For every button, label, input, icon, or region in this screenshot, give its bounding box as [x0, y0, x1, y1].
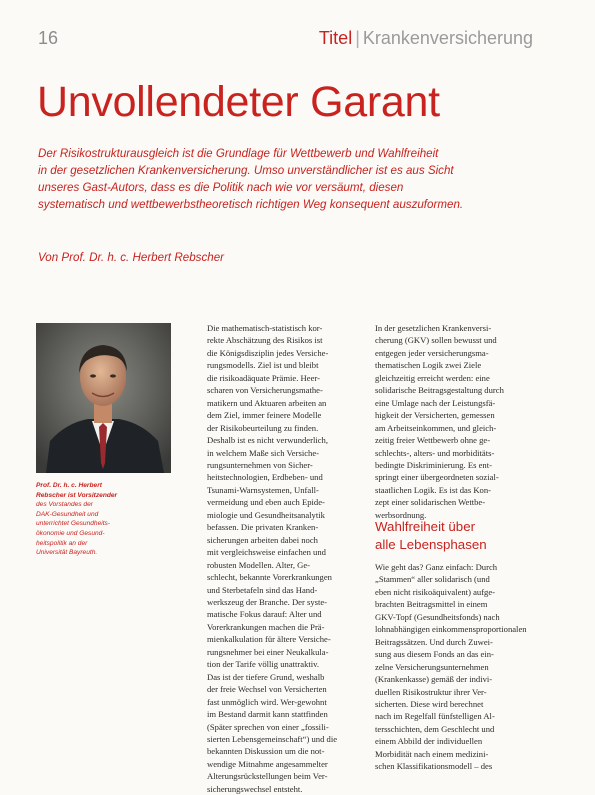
body-text-line: dem Ziel, immer feinere Modelle	[207, 410, 322, 421]
body-text-line: sierten Lebensgemeinschaft“) und die	[207, 733, 338, 744]
lead-line: unseres Gast-Autors, dass es die Politik nach wie vor versäumt, diesen	[38, 181, 404, 194]
caption-name-line: Prof. Dr. h. c. Herbert	[36, 482, 102, 489]
body-text-line: nach im Regelfall fünfstelligen Al-	[375, 711, 495, 722]
body-text-line: Morbidität nach einem medizini-	[375, 748, 489, 759]
body-text-line: sicherungen arbeiten dabei noch	[207, 534, 318, 545]
section-topic: Krankenversicherung	[362, 28, 533, 48]
body-column-middle	[207, 322, 357, 795]
body-text-line: schen Klassifikationsmodell – des	[375, 761, 493, 772]
section-header	[319, 28, 533, 49]
body-column-right-top	[375, 322, 535, 521]
body-text-line: Das ist der tiefere Grund, weshalb	[207, 671, 325, 682]
body-text-line: matikern und Aktuaren arbeiten an	[207, 397, 327, 408]
body-text-line: scharen von Versicherungsmathe-	[207, 385, 323, 396]
body-text-line: eine Umlage nach der Leistungsfä-	[375, 397, 496, 408]
caption-line: heitspolitik an der	[36, 539, 88, 547]
body-text-line: sung aus diesem Fonds an das ein-	[375, 649, 494, 660]
page-number: 16	[38, 28, 59, 48]
body-text-line: „Stammen“ aller solidarisch (und	[375, 574, 490, 585]
body-text-line: befassen. Die privaten Kranken-	[207, 522, 319, 533]
body-text-line: thematischen Logik zwei Ziele	[375, 360, 482, 371]
body-text-line: duellen Risikostruktur ihrer Ver-	[375, 686, 487, 697]
body-text-line: die Königsdisziplin jedes Versiche-	[207, 347, 329, 358]
caption-line: unterrichtet Gesundheits-	[36, 520, 111, 528]
body-text-line: Deshalb ist es nicht verwunderlich,	[207, 435, 328, 446]
body-text-line: werkszeug der Branche. Der syste-	[207, 596, 328, 607]
photo-caption	[36, 481, 176, 558]
section-separator: |	[355, 28, 360, 48]
body-text-line: zeitig freier Wettbewerb ohne ge-	[375, 435, 491, 446]
body-text-line: der freie Wechsel von Versicherten	[207, 684, 327, 695]
body-text-line: am Arbeitseinkommen, und gleich-	[375, 422, 497, 433]
body-text-line: gleichzeitig erreicht werden: eine	[375, 372, 490, 383]
body-text-line: eben nicht risikoäquivalent) aufge-	[375, 586, 496, 597]
body-text-line: fast unmöglich wird. Wer-gewohnt	[207, 696, 327, 707]
body-text-line: Tsunami-Warnsystemen, Unfall-	[207, 484, 319, 495]
body-text-line: im Bestand darmit kann stattfinden	[207, 709, 328, 720]
author-portrait-image	[36, 323, 171, 473]
body-text-line: staatlichen Logik. Es ist das Kon-	[375, 484, 491, 495]
body-text-line: schlecht, bekannte Vorerkrankungen	[207, 572, 332, 583]
lead-line: systematisch und wettbewerbstheoretisch richtigen Weg konsequent auszuformen.	[38, 198, 464, 211]
body-text-line: rekte Abschätzung des Risikos ist	[207, 335, 323, 346]
section-title: Titel	[318, 28, 353, 48]
article-lead	[38, 145, 558, 213]
body-text-line: wendige Mitnahme angesammelter	[207, 758, 328, 769]
body-text-line: in welchem Maße sich Versiche-	[207, 447, 319, 458]
body-text-line: bedingte Diskriminierung. Es ent-	[375, 459, 492, 470]
lead-line: in der gesetzlichen Krankenversicherung. Umso unverständlicher ist es aus Sicht	[38, 164, 454, 177]
body-text-line: higkeit der Versicherten, gemessen	[375, 410, 495, 421]
caption-line: ökonomie und Gesund-	[36, 529, 105, 537]
author-photo	[36, 323, 171, 473]
article-title: Unvollendeter Garant	[37, 78, 440, 126]
body-text-line: tersschichten, dem Geschlecht und	[375, 723, 495, 734]
caption-line: des Vorstandes der	[36, 501, 93, 509]
body-text-line: entgegen jeder versicherungsma-	[375, 347, 489, 358]
subheading-line: alle Lebensphasen	[375, 537, 487, 552]
lead-line: Der Risikostrukturausgleich ist die Grundlage für Wettbewerb und Wahlfreiheit	[38, 147, 439, 160]
body-text-line: (Krankenkasse) gemäß der indivi-	[375, 674, 493, 685]
subheading-line: Wahlfreiheit über	[375, 519, 476, 534]
body-text-line: solidarische Beitragsgestaltung durch	[375, 385, 504, 396]
body-text-line: Alterungsrückstellungen beim Ver-	[207, 771, 328, 782]
caption-name-line: Rebscher ist Vorsitzender	[36, 491, 118, 499]
body-text-line: schlechts-, alters- und morbiditäts-	[375, 447, 495, 458]
body-text-line: lohnabhängigen einkommensproportionalen	[375, 624, 527, 635]
body-text-line: matische Fokus darauf: Alter und	[207, 609, 322, 620]
body-text-line: Wie geht das? Ganz einfach: Durch	[375, 562, 498, 572]
body-text-line: Vorerkrankungen machen die Prä-	[207, 621, 325, 632]
body-text-line: rungsmodells. Ziel ist und bleibt	[207, 360, 319, 371]
body-text-line: tion der Tarife völlig unattraktiv.	[207, 659, 320, 670]
body-text-line: In der gesetzlichen Krankenversi-	[375, 323, 492, 333]
body-text-line: mienkalkulation für ältere Versiche-	[207, 634, 331, 645]
body-text-line: und Sterbetafeln sind das Hand-	[207, 584, 318, 595]
body-text-line: heitstechnologien, Erdbeben- und	[207, 472, 323, 483]
body-text-line: GKV-Topf (Gesundheitsfonds) nach	[375, 611, 500, 622]
section-subheading	[375, 518, 487, 554]
body-text-line: die risikoadäquate Prämie. Heer-	[207, 372, 320, 383]
author-byline: Von Prof. Dr. h. c. Herbert Rebscher	[38, 251, 224, 264]
body-text-line: springt einer übergeordneten sozial-	[375, 472, 499, 483]
body-text-line: einem Abbild der individuellen	[375, 736, 483, 747]
body-text-line: Beitragssätzen. Und durch Zuwei-	[375, 636, 493, 647]
caption-line: Universität Bayreuth.	[36, 549, 98, 557]
body-text-line: brachten Beitragsmittel in einem	[375, 599, 488, 610]
body-text-line: rungsunternehmen von Sicher-	[207, 459, 313, 470]
body-text-line: zept einer solidarischen Wettbe-	[375, 497, 486, 508]
body-column-right-bottom	[375, 561, 535, 773]
body-text-line: bekannten Diskussion um die not-	[207, 746, 325, 757]
body-text-line: rungsnehmer bei einer Neukalkula-	[207, 646, 329, 657]
body-text-line: der Risikobeurteilung zu finden.	[207, 422, 319, 433]
body-text-line: Die mathematisch-statistisch kor-	[207, 323, 323, 333]
caption-line: DAK-Gesundheit und	[36, 510, 99, 518]
body-text-line: werbsordnung.	[375, 509, 427, 520]
body-text-line: zelne Versicherungsunternehmen	[375, 661, 489, 672]
body-text-line: (Später sprechen von einer „fossili-	[207, 721, 329, 732]
body-text-line: robusten Modellen. Alter, Ge-	[207, 559, 310, 570]
body-text-line: sicherten. Diese wird berechnet	[375, 698, 484, 709]
body-text-line: miologie und Gesundheitsanalytik	[207, 509, 325, 520]
body-text-line: cherung (GKV) sollen bewusst und	[375, 335, 497, 346]
body-text-line: mit vergleichsweise einfachen und	[207, 547, 326, 558]
body-text-line: vermeidung und eben auch Epide-	[207, 497, 325, 508]
body-text-line: sicherungswechsel entsteht.	[207, 783, 303, 794]
